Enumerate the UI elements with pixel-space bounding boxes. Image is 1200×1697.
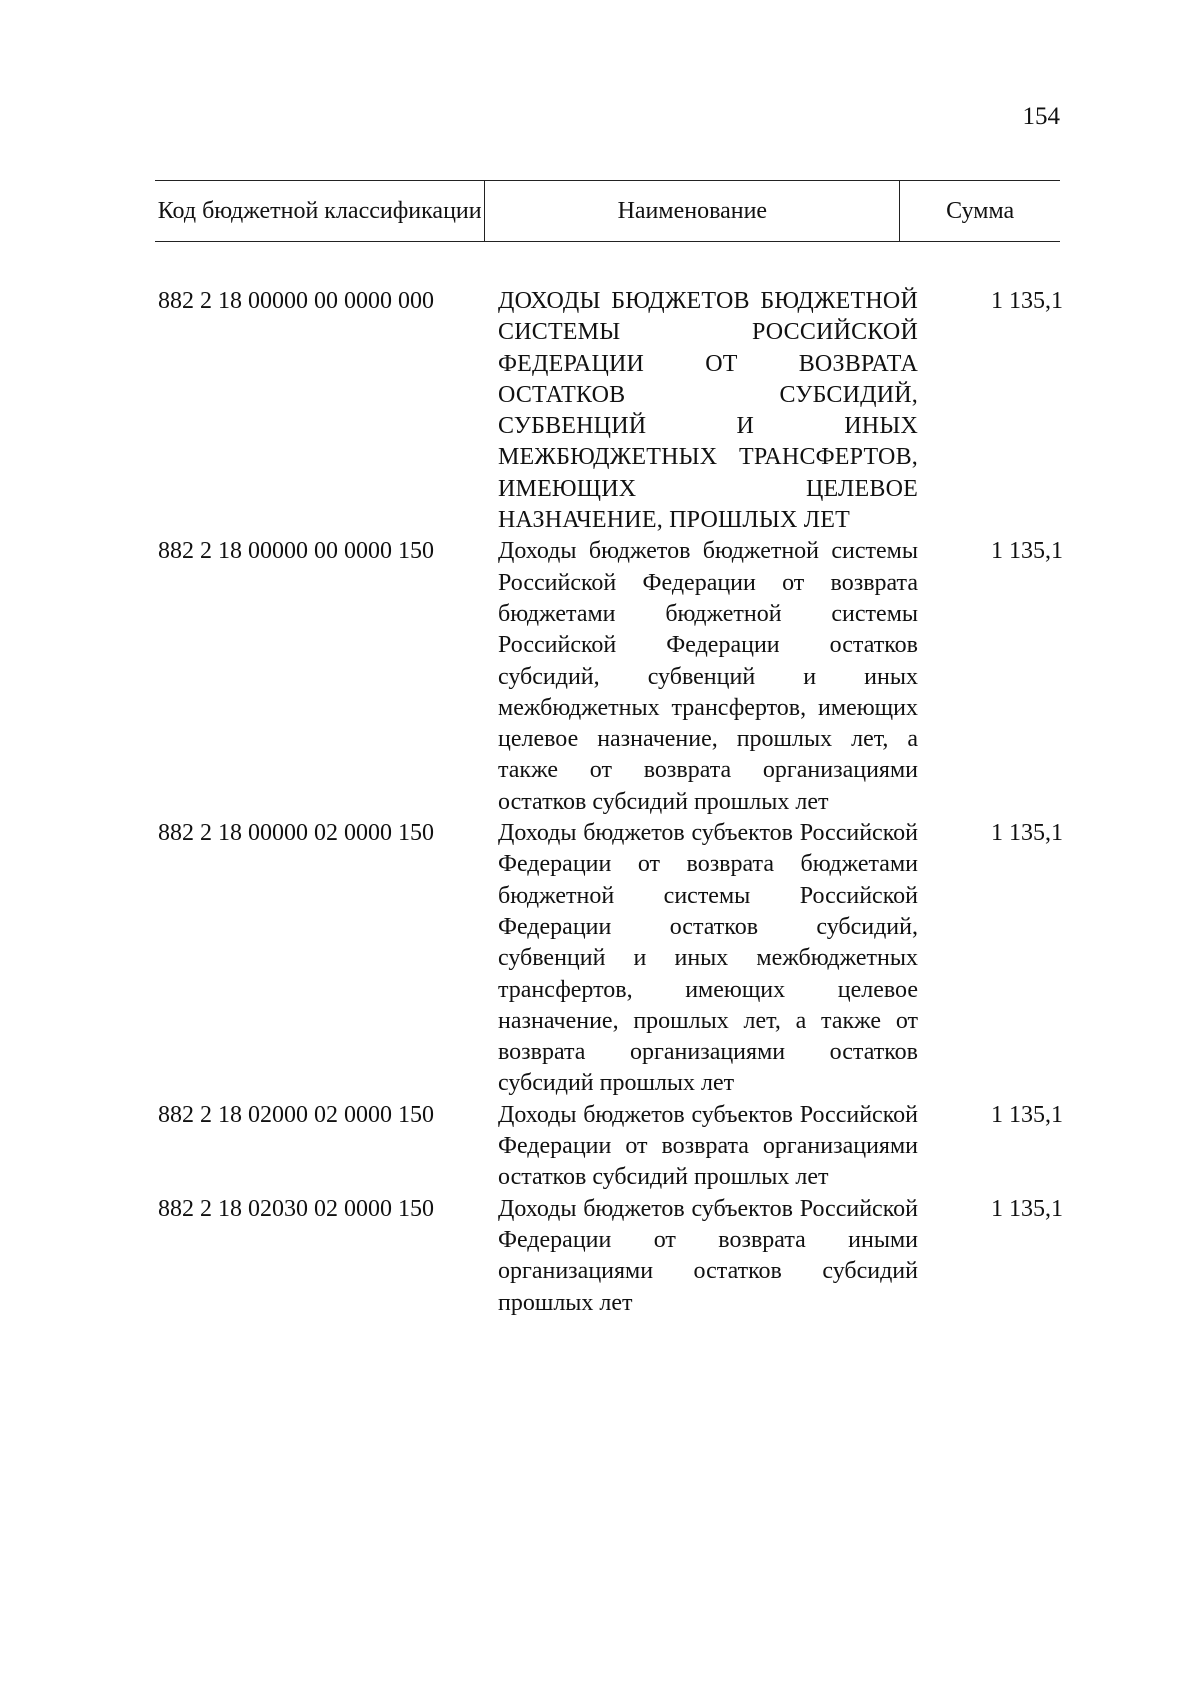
table-header xyxy=(155,180,1060,242)
row-name: ДОХОДЫ БЮДЖЕТОВ БЮДЖЕТНОЙ СИСТЕМЫ РОССИЙСКОЙ ФЕДЕРАЦИИ ОТ ВОЗВРАТА ОСТАТКОВ СУБСИДИЙ, СУБВЕНЦИЙ И ИНЫХ МЕЖБЮДЖЕТНЫХ ТРАНСФЕРТОВ, ИМЕЮЩИХ ЦЕЛЕВОЕ НАЗНАЧЕНИЕ, ПРОШЛЫХ ЛЕТ xyxy=(498,288,918,534)
table-row xyxy=(158,536,1063,818)
row-code: 882 2 18 00000 00 0000 150 xyxy=(158,538,434,565)
page-number: 154 xyxy=(1022,103,1060,130)
table-row xyxy=(158,818,1063,1100)
row-name: Доходы бюджетов субъектов Российской Федерации от возврата иными организациями остатков субсидий прошлых лет xyxy=(498,1195,918,1316)
row-code: 882 2 18 00000 00 0000 000 xyxy=(158,288,434,314)
header-code: Код бюджетной классификации xyxy=(157,198,482,224)
row-name: Доходы бюджетов субъектов Российской Федерации от возврата организациями остатков субсидий прошлых лет xyxy=(498,1101,918,1191)
row-name: Доходы бюджетов бюджетной системы Российской Федерации от возврата бюджетами бюджетной системы Российской Федерации остатков субсидий, субвенций и иных межбюджетных трансфертов, имеющих целевое назначение, прошлых лет, а также от возврата организациями остатков субсидий прошлых лет xyxy=(498,538,918,815)
table-row xyxy=(158,1100,1063,1194)
header-name: Наименование xyxy=(485,181,900,242)
table-row xyxy=(158,1194,1063,1319)
row-code: 882 2 18 02000 02 0000 150 xyxy=(158,1101,434,1128)
header-row xyxy=(155,181,1060,242)
row-amount: 1 135,1 xyxy=(991,1195,1063,1222)
row-amount: 1 135,1 xyxy=(991,288,1063,314)
header-amount: Сумма xyxy=(900,181,1060,242)
table-row xyxy=(158,286,1063,536)
row-code: 882 2 18 00000 02 0000 150 xyxy=(158,820,434,847)
table-body xyxy=(158,286,1063,1319)
row-amount: 1 135,1 xyxy=(991,1101,1063,1128)
row-name: Доходы бюджетов субъектов Российской Федерации от возврата бюджетами бюджетной системы Российской Федерации остатков субсидий, субвенций и иных межбюджетных трансфертов, имеющих целевое назначение, прошлых лет, а также от возврата организациями остатков субсидий прошлых лет xyxy=(498,820,918,1097)
row-amount: 1 135,1 xyxy=(991,538,1063,565)
row-amount: 1 135,1 xyxy=(991,820,1063,847)
row-code: 882 2 18 02030 02 0000 150 xyxy=(158,1195,434,1222)
